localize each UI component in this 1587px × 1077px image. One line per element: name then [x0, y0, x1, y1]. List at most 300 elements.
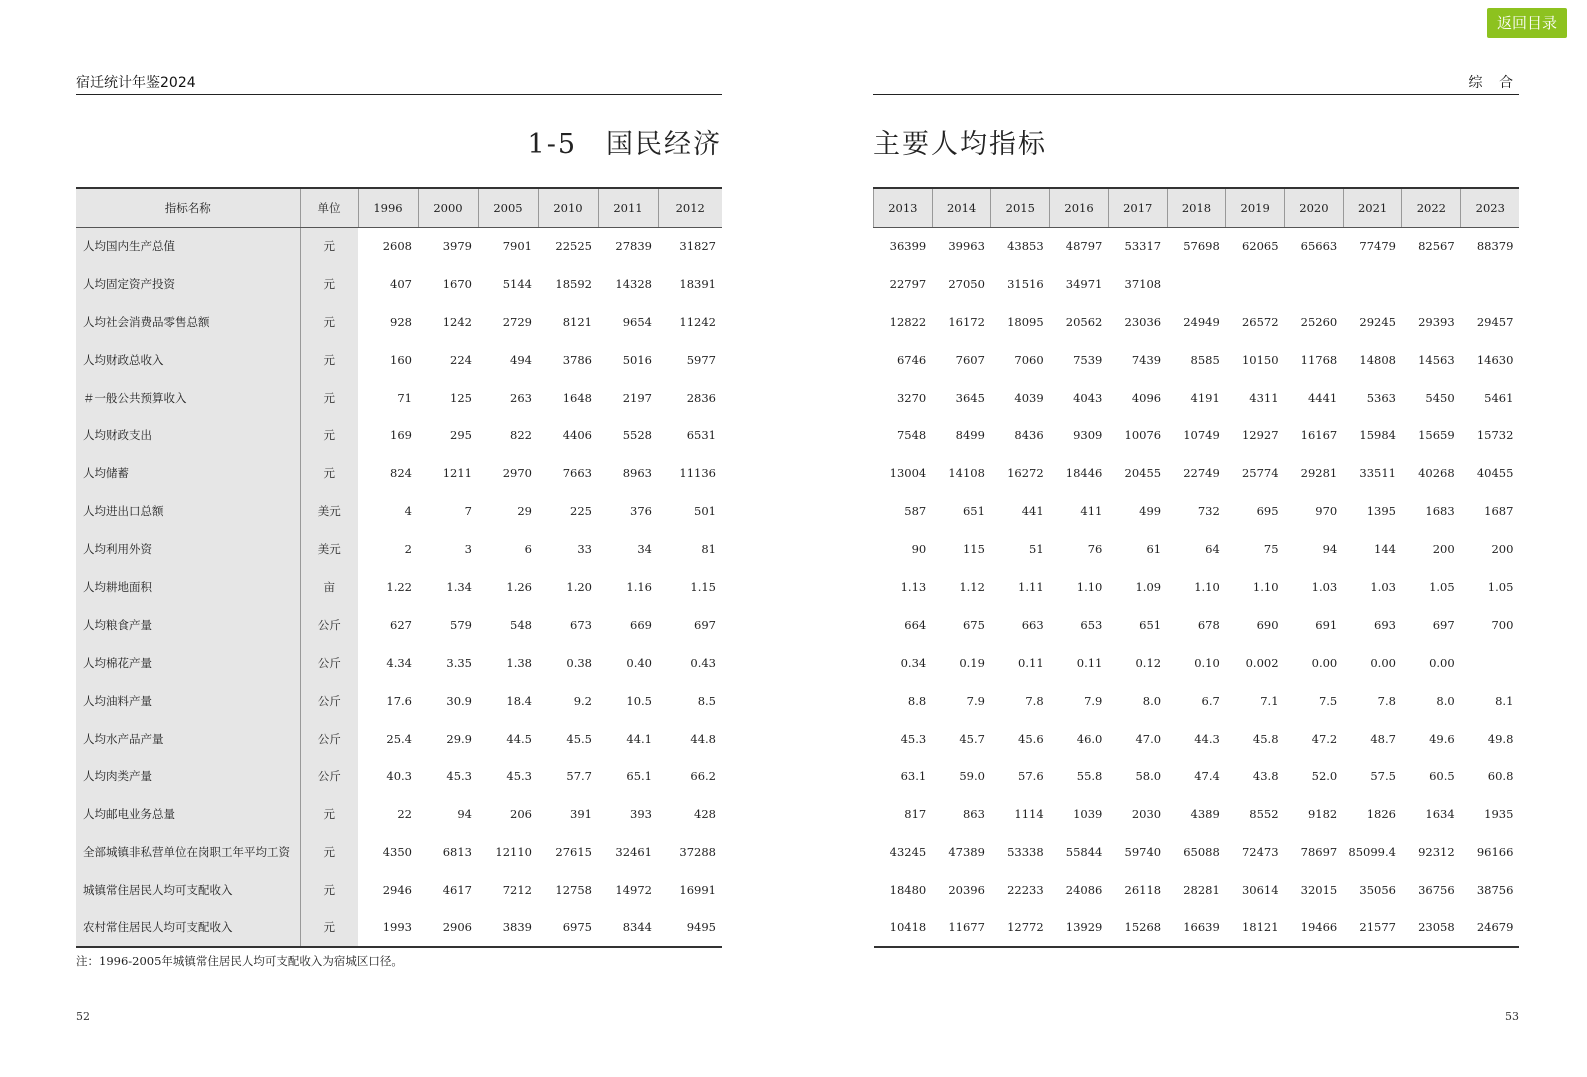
table-row — [76, 492, 722, 530]
value-cell: 0.43 — [690, 655, 716, 670]
value-cell: 47.0 — [1135, 731, 1162, 746]
value-cell: 1211 — [442, 466, 472, 481]
value-cell: 494 — [510, 352, 532, 367]
value-cell: 9182 — [1307, 807, 1338, 822]
value-cell: 6746 — [896, 352, 927, 367]
value-cell: 30.9 — [446, 693, 472, 708]
unit-cell: 美元 — [300, 530, 358, 568]
value-cell: 1.26 — [506, 579, 532, 594]
table-row — [874, 265, 1520, 303]
value-cell: 12772 — [991, 909, 1050, 947]
value-cell: 24679 — [1461, 909, 1520, 947]
table-row — [76, 454, 722, 492]
value-cell: 45.3 — [506, 769, 532, 784]
value-cell: 37108 — [1124, 276, 1162, 291]
value-cell: 20396 — [948, 883, 985, 898]
value-cell: 0.00 — [1370, 655, 1396, 670]
unit-cell: 元 — [300, 227, 358, 265]
value-cell: 7.9 — [966, 693, 985, 708]
table-row — [874, 454, 1520, 492]
value-cell: 1.10 — [1194, 579, 1220, 594]
value-cell: 22797 — [889, 276, 927, 291]
value-cell: 18592 — [555, 276, 592, 291]
indicator-name: 城镇常住居民人均可支配收入 — [76, 871, 300, 909]
value-cell: 1.09 — [1135, 579, 1162, 594]
value-cell: 57.5 — [1370, 769, 1396, 784]
value-cell: 8344 — [598, 909, 658, 947]
value-cell: 822 — [510, 428, 532, 443]
value-cell: 16172 — [948, 314, 985, 329]
value-cell: 0.11 — [1076, 655, 1103, 670]
value-cell: 4191 — [1190, 390, 1220, 405]
unit-cell: 美元 — [300, 492, 358, 530]
value-cell: 587 — [904, 504, 927, 519]
value-cell: 15984 — [1359, 428, 1396, 443]
unit-cell: 元 — [300, 303, 358, 341]
section-name: 综 合 — [873, 74, 1519, 95]
value-cell: 45.3 — [446, 769, 472, 784]
value-cell: 0.00 — [1429, 655, 1455, 670]
value-cell: 77479 — [1359, 239, 1396, 254]
value-cell: 2906 — [418, 909, 478, 947]
value-cell: 14328 — [615, 276, 652, 291]
value-cell: 1.22 — [386, 579, 412, 594]
value-cell: 2946 — [382, 883, 412, 898]
table-title-left: 1-5 国民经济 — [527, 129, 722, 160]
value-cell: 7.8 — [1025, 693, 1044, 708]
value-cell: 4389 — [1190, 807, 1220, 822]
value-cell: 44.1 — [626, 731, 652, 746]
value-cell: 6975 — [538, 909, 598, 947]
indicator-name: ＃一般公共预算收入 — [76, 379, 300, 417]
value-cell: 664 — [904, 617, 927, 632]
value-cell: 411 — [1080, 504, 1103, 519]
value-cell: 651 — [1139, 617, 1162, 632]
value-cell: 40455 — [1476, 466, 1514, 481]
value-cell: 11242 — [679, 314, 716, 329]
value-cell: 8963 — [622, 466, 652, 481]
value-cell: 12110 — [495, 845, 532, 860]
value-cell: 125 — [450, 390, 472, 405]
value-cell: 31827 — [679, 239, 716, 254]
header-year: 2010 — [538, 188, 598, 227]
value-cell: 4406 — [562, 428, 592, 443]
value-cell: 1826 — [1366, 807, 1396, 822]
value-cell: 1683 — [1425, 504, 1455, 519]
value-cell: 60.5 — [1429, 769, 1455, 784]
value-cell: 224 — [450, 352, 472, 367]
unit-cell: 元 — [300, 871, 358, 909]
table-row — [76, 757, 722, 795]
value-cell: 16272 — [1007, 466, 1044, 481]
data-table-left — [76, 187, 722, 948]
value-cell: 2197 — [622, 390, 652, 405]
table-row — [76, 303, 722, 341]
table-note: 注：1996-2005年城镇常住居民人均可支配收入为宿城区口径。 — [76, 954, 403, 968]
table-row — [76, 606, 722, 644]
value-cell: 40.3 — [386, 769, 412, 784]
value-cell: 3.35 — [446, 655, 472, 670]
unit-cell: 公斤 — [300, 644, 358, 682]
value-cell — [1461, 644, 1520, 682]
value-cell: 7901 — [502, 239, 532, 254]
value-cell: 33511 — [1359, 466, 1396, 481]
value-cell: 13929 — [1050, 909, 1109, 947]
header-year: 2021 — [1343, 188, 1402, 227]
header-year: 2020 — [1285, 188, 1344, 227]
value-cell: 7663 — [562, 466, 592, 481]
value-cell: 59740 — [1124, 845, 1162, 860]
value-cell: 4043 — [1073, 390, 1103, 405]
value-cell: 4441 — [1307, 390, 1338, 405]
value-cell: 4039 — [1014, 390, 1044, 405]
value-cell: 48.7 — [1370, 731, 1396, 746]
value-cell: 1.05 — [1429, 579, 1455, 594]
table-header-row — [874, 188, 1520, 227]
value-cell: 18095 — [1007, 314, 1044, 329]
table-row — [874, 492, 1520, 530]
value-cell: 30614 — [1241, 883, 1279, 898]
value-cell: 225 — [570, 504, 592, 519]
table-row — [874, 341, 1520, 379]
value-cell: 1242 — [442, 314, 472, 329]
value-cell: 1.03 — [1370, 579, 1396, 594]
value-cell: 732 — [1197, 504, 1220, 519]
value-cell: 3 — [464, 542, 472, 557]
value-cell: 22 — [397, 807, 412, 822]
value-cell: 115 — [962, 542, 985, 557]
unit-cell: 亩 — [300, 568, 358, 606]
value-cell: 169 — [390, 428, 412, 443]
value-cell: 29281 — [1300, 466, 1338, 481]
unit-cell: 元 — [300, 379, 358, 417]
value-cell: 7439 — [1131, 352, 1162, 367]
value-cell: 1.10 — [1076, 579, 1103, 594]
value-cell: 31516 — [1007, 276, 1044, 291]
value-cell: 5363 — [1366, 390, 1396, 405]
table-row — [874, 720, 1520, 758]
value-cell: 71 — [397, 390, 412, 405]
value-cell: 9.2 — [573, 693, 592, 708]
value-cell: 29393 — [1418, 314, 1455, 329]
value-cell: 28281 — [1183, 883, 1220, 898]
header-year: 2015 — [991, 188, 1050, 227]
indicator-name: 农村常住居民人均可支配收入 — [76, 909, 300, 947]
value-cell: 6531 — [686, 428, 716, 443]
value-cell: 45.8 — [1252, 731, 1279, 746]
value-cell: 1.03 — [1311, 579, 1338, 594]
value-cell: 7.1 — [1260, 693, 1279, 708]
table-row — [874, 303, 1520, 341]
value-cell: 32015 — [1300, 883, 1338, 898]
table-row — [76, 416, 722, 454]
table-row — [76, 682, 722, 720]
value-cell: 695 — [1256, 504, 1279, 519]
value-cell: 24086 — [1065, 883, 1103, 898]
value-cell: 26572 — [1241, 314, 1279, 329]
value-cell — [1461, 265, 1520, 303]
value-cell: 47.4 — [1194, 769, 1220, 784]
value-cell — [1343, 265, 1402, 303]
value-cell: 59.0 — [959, 769, 985, 784]
value-cell: 1687 — [1484, 504, 1514, 519]
value-cell: 43245 — [889, 845, 927, 860]
header-year: 2022 — [1402, 188, 1461, 227]
value-cell: 65663 — [1300, 239, 1338, 254]
header-year: 2011 — [598, 188, 658, 227]
header-year: 2017 — [1108, 188, 1167, 227]
value-cell: 1993 — [358, 909, 418, 947]
indicator-name: 人均肉类产量 — [76, 757, 300, 795]
unit-cell: 元 — [300, 416, 358, 454]
value-cell: 0.34 — [900, 655, 927, 670]
indicator-name: 人均利用外资 — [76, 530, 300, 568]
value-cell: 8.0 — [1436, 693, 1455, 708]
value-cell: 55.8 — [1076, 769, 1103, 784]
table-row — [874, 795, 1520, 833]
value-cell: 206 — [510, 807, 532, 822]
value-cell: 19466 — [1285, 909, 1344, 947]
header-year: 2023 — [1461, 188, 1520, 227]
value-cell: 3786 — [562, 352, 592, 367]
value-cell: 5977 — [686, 352, 716, 367]
value-cell: 47.2 — [1311, 731, 1338, 746]
value-cell: 1.16 — [626, 579, 652, 594]
value-cell: 57698 — [1183, 239, 1220, 254]
value-cell: 7548 — [896, 428, 927, 443]
value-cell: 14972 — [615, 883, 652, 898]
value-cell: 24949 — [1183, 314, 1220, 329]
value-cell: 22525 — [555, 239, 592, 254]
value-cell: 23036 — [1124, 314, 1162, 329]
value-cell: 29 — [517, 504, 532, 519]
value-cell: 3270 — [896, 390, 927, 405]
value-cell: 1.12 — [959, 579, 985, 594]
value-cell: 675 — [962, 617, 985, 632]
value-cell: 26118 — [1124, 883, 1162, 898]
unit-cell: 元 — [300, 265, 358, 303]
value-cell: 653 — [1080, 617, 1103, 632]
value-cell: 407 — [390, 276, 412, 291]
table-title-right: 主要人均指标 — [873, 129, 1047, 160]
value-cell: 12822 — [889, 314, 927, 329]
value-cell: 5461 — [1484, 390, 1514, 405]
table-row — [874, 530, 1520, 568]
value-cell: 96166 — [1476, 845, 1514, 860]
value-cell: 160 — [390, 352, 412, 367]
value-cell: 7.9 — [1084, 693, 1103, 708]
value-cell: 78697 — [1300, 845, 1338, 860]
indicator-name: 人均棉花产量 — [76, 644, 300, 682]
value-cell: 18.4 — [506, 693, 532, 708]
table-row — [76, 833, 722, 871]
value-cell: 34971 — [1065, 276, 1103, 291]
value-cell: 1.34 — [446, 579, 472, 594]
table-row — [874, 644, 1520, 682]
value-cell: 0.19 — [959, 655, 985, 670]
unit-cell: 元 — [300, 833, 358, 871]
value-cell: 10418 — [874, 909, 933, 947]
header-unit: 单位 — [300, 188, 358, 227]
value-cell: 44.5 — [506, 731, 532, 746]
table-row — [76, 871, 722, 909]
value-cell: 501 — [694, 504, 716, 519]
value-cell: 88379 — [1476, 239, 1514, 254]
value-cell: 7607 — [955, 352, 985, 367]
value-cell: 817 — [904, 807, 927, 822]
value-cell: 690 — [1256, 617, 1279, 632]
value-cell: 627 — [390, 617, 412, 632]
value-cell: 39963 — [948, 239, 985, 254]
value-cell: 52.0 — [1311, 769, 1338, 784]
value-cell: 64 — [1205, 542, 1220, 557]
back-to-contents-button[interactable]: 返回目录 — [1487, 8, 1567, 38]
value-cell: 1634 — [1425, 807, 1455, 822]
value-cell: 669 — [630, 617, 652, 632]
table-row — [76, 720, 722, 758]
value-cell: 8499 — [955, 428, 985, 443]
value-cell: 25.4 — [386, 731, 412, 746]
value-cell: 14630 — [1476, 352, 1514, 367]
value-cell: 200 — [1432, 542, 1455, 557]
value-cell: 65088 — [1183, 845, 1220, 860]
value-cell: 8.8 — [907, 693, 927, 708]
value-cell: 663 — [1021, 617, 1044, 632]
value-cell: 21577 — [1343, 909, 1402, 947]
value-cell — [1226, 265, 1285, 303]
value-cell: 11768 — [1300, 352, 1338, 367]
value-cell: 18446 — [1065, 466, 1103, 481]
value-cell: 94 — [1322, 542, 1338, 557]
table-header-row — [76, 188, 722, 227]
value-cell: 10076 — [1124, 428, 1162, 443]
value-cell: 428 — [694, 807, 716, 822]
value-cell: 579 — [450, 617, 472, 632]
value-cell: 1395 — [1366, 504, 1396, 519]
value-cell: 90 — [911, 542, 927, 557]
value-cell: 700 — [1491, 617, 1514, 632]
right-page — [873, 0, 1519, 1077]
value-cell: 18391 — [679, 276, 716, 291]
value-cell: 14808 — [1359, 352, 1396, 367]
value-cell: 970 — [1315, 504, 1338, 519]
table-row — [874, 227, 1520, 265]
header-year: 2013 — [874, 188, 933, 227]
table-row — [874, 757, 1520, 795]
indicator-name: 人均社会消费品零售总额 — [76, 303, 300, 341]
value-cell: 10749 — [1183, 428, 1220, 443]
value-cell: 0.00 — [1311, 655, 1338, 670]
value-cell: 441 — [1021, 504, 1044, 519]
value-cell: 16167 — [1300, 428, 1338, 443]
value-cell: 548 — [510, 617, 532, 632]
value-cell: 76 — [1087, 542, 1103, 557]
indicator-name: 人均水产品产量 — [76, 720, 300, 758]
value-cell: 15659 — [1418, 428, 1455, 443]
value-cell: 81 — [701, 542, 716, 557]
value-cell: 57.7 — [566, 769, 592, 784]
value-cell: 12927 — [1241, 428, 1279, 443]
value-cell: 45.7 — [959, 731, 985, 746]
header-year: 2014 — [932, 188, 991, 227]
value-cell: 263 — [510, 390, 532, 405]
value-cell: 697 — [694, 617, 716, 632]
value-cell: 824 — [390, 466, 412, 481]
value-cell: 75 — [1263, 542, 1279, 557]
value-cell: 5450 — [1425, 390, 1455, 405]
indicator-name: 人均邮电业务总量 — [76, 795, 300, 833]
indicator-name: 人均国内生产总值 — [76, 227, 300, 265]
indicator-name: 人均耕地面积 — [76, 568, 300, 606]
value-cell: 25260 — [1300, 314, 1338, 329]
value-cell: 7.5 — [1318, 693, 1338, 708]
value-cell: 92312 — [1418, 845, 1455, 860]
value-cell: 57.6 — [1018, 769, 1044, 784]
value-cell: 36399 — [889, 239, 927, 254]
header-year: 2012 — [658, 188, 722, 227]
value-cell: 9495 — [658, 909, 722, 947]
left-page — [76, 0, 722, 1077]
value-cell: 43853 — [1007, 239, 1044, 254]
value-cell: 85099.4 — [1348, 845, 1396, 860]
value-cell: 651 — [962, 504, 985, 519]
value-cell: 10150 — [1241, 352, 1279, 367]
value-cell: 673 — [570, 617, 592, 632]
unit-cell: 元 — [300, 795, 358, 833]
value-cell: 499 — [1139, 504, 1162, 519]
value-cell: 4.34 — [386, 655, 412, 670]
value-cell: 16991 — [679, 883, 716, 898]
value-cell: 144 — [1374, 542, 1396, 557]
value-cell: 1.13 — [900, 579, 927, 594]
value-cell: 18480 — [889, 883, 927, 898]
table-row — [874, 682, 1520, 720]
value-cell: 60.8 — [1487, 769, 1514, 784]
value-cell: 678 — [1197, 617, 1220, 632]
value-cell: 16639 — [1167, 909, 1226, 947]
value-cell: 2729 — [502, 314, 532, 329]
value-cell: 6813 — [442, 845, 472, 860]
value-cell: 18121 — [1226, 909, 1285, 947]
value-cell: 2 — [404, 542, 412, 557]
value-cell: 43.8 — [1252, 769, 1279, 784]
value-cell: 48797 — [1065, 239, 1103, 254]
value-cell: 10.5 — [626, 693, 652, 708]
value-cell: 61 — [1146, 542, 1162, 557]
value-cell: 15732 — [1476, 428, 1514, 443]
value-cell: 1.15 — [690, 579, 716, 594]
value-cell: 4096 — [1131, 390, 1162, 405]
value-cell: 40268 — [1418, 466, 1455, 481]
unit-cell: 公斤 — [300, 682, 358, 720]
unit-cell: 公斤 — [300, 606, 358, 644]
value-cell: 1.05 — [1487, 579, 1514, 594]
value-cell: 13004 — [889, 466, 927, 481]
value-cell: 17.6 — [386, 693, 412, 708]
value-cell: 7.8 — [1377, 693, 1396, 708]
value-cell: 27615 — [555, 845, 592, 860]
value-cell: 5144 — [502, 276, 532, 291]
value-cell: 1.20 — [566, 579, 592, 594]
header-year: 1996 — [358, 188, 418, 227]
value-cell: 82567 — [1418, 239, 1455, 254]
value-cell: 8121 — [562, 314, 592, 329]
table-row — [874, 379, 1520, 417]
value-cell: 44.3 — [1194, 731, 1220, 746]
value-cell: 393 — [630, 807, 652, 822]
value-cell: 22233 — [1007, 883, 1044, 898]
value-cell: 29.9 — [446, 731, 472, 746]
